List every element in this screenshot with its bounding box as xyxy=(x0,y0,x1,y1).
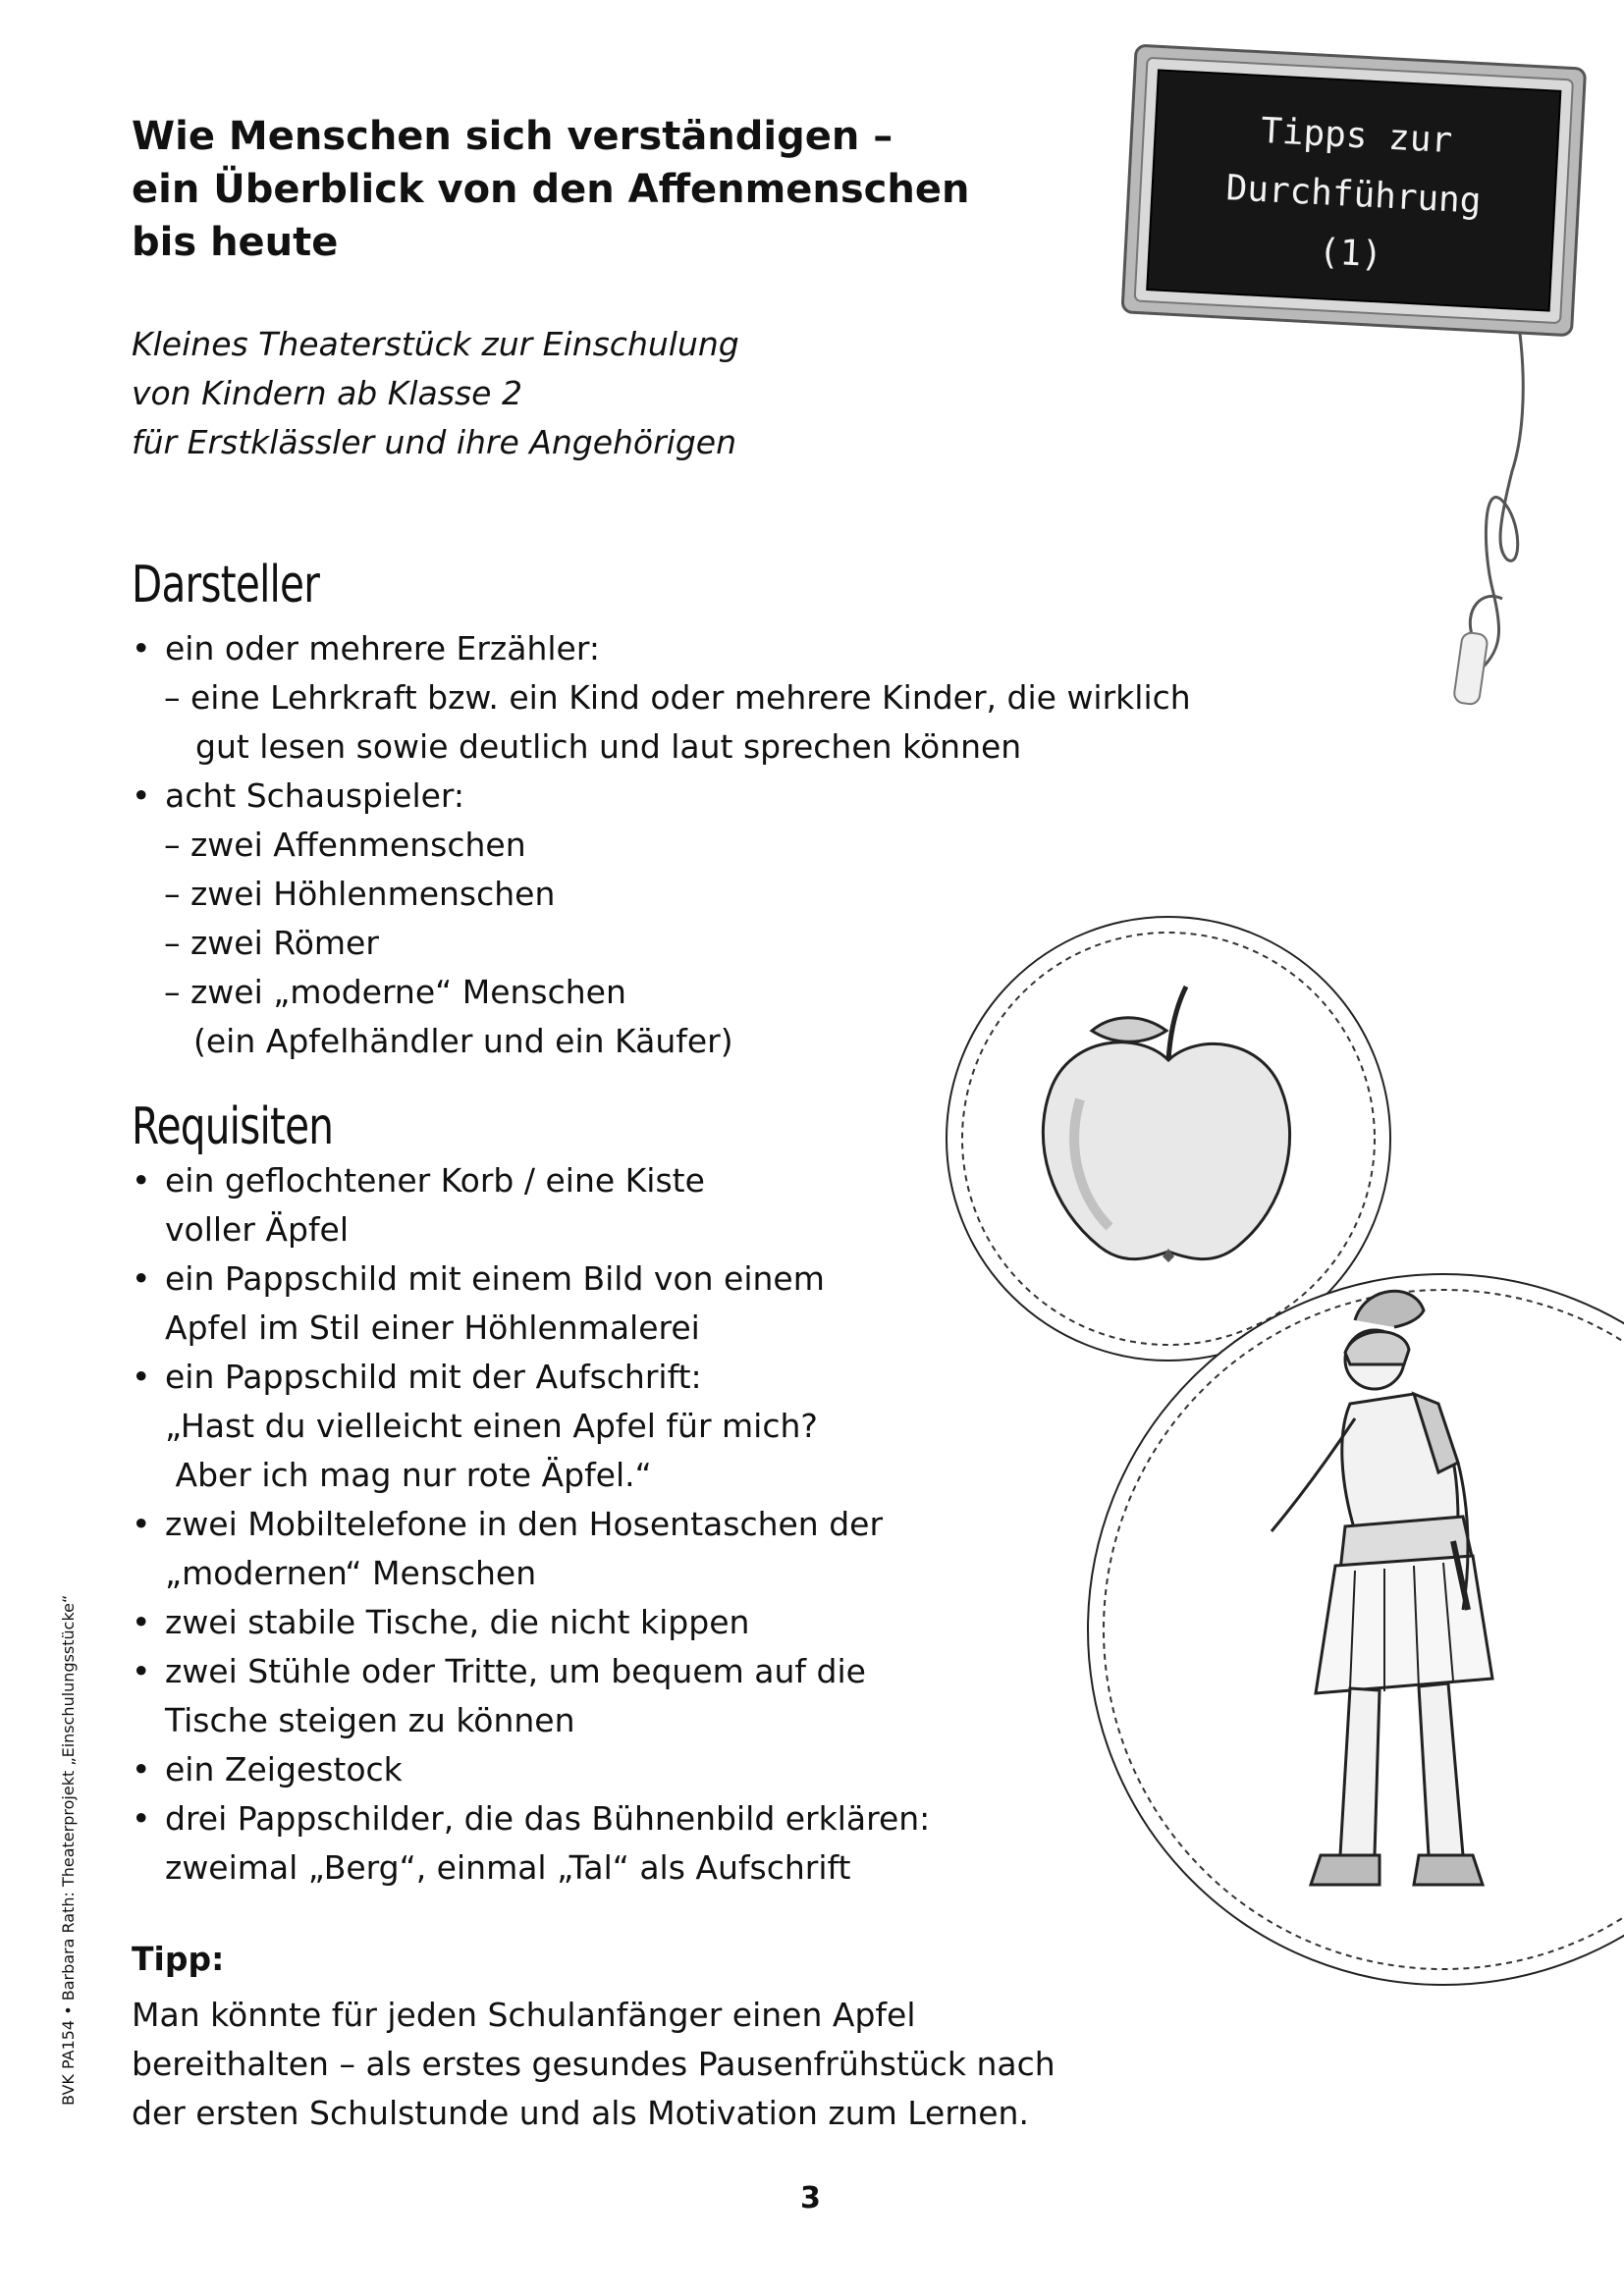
subtitle-line-3: für Erstklässler und ihre Angehörigen xyxy=(132,423,737,461)
list-item: Aber ich mag nur rote Äpfel.“ xyxy=(165,1456,652,1494)
chalk-icon xyxy=(1453,632,1489,706)
subtitle xyxy=(132,320,1015,467)
roman-illustration xyxy=(1080,1266,1624,1993)
list-item: • acht Schauspieler: xyxy=(132,776,465,815)
list-item: • ein Pappschild mit einem Bild von einem xyxy=(132,1259,825,1298)
list-item: – eine Lehrkraft bzw. ein Kind oder mehrere Kinder, die wirklich xyxy=(164,678,1191,717)
list-item: • zwei stabile Tische, die nicht kippen xyxy=(132,1603,750,1641)
title-line-2: ein Überblick von den Affenmenschen xyxy=(132,167,970,212)
list-item: • drei Pappschilder, die das Bühnenbild erklären: xyxy=(132,1799,931,1838)
list-item: – zwei Römer xyxy=(164,924,379,962)
tipp-line-2: bereithalten – als erstes gesundes Pausenfrühstück nach xyxy=(132,2045,1056,2083)
subtitle-line-1: Kleines Theaterstück zur Einschulung xyxy=(132,325,739,363)
title-line-1: Wie Menschen sich verständigen – xyxy=(132,114,893,159)
chalkboard-line-3: (1) xyxy=(1317,232,1383,276)
list-item: „modernen“ Menschen xyxy=(165,1554,537,1592)
chalkboard-line-1: Tipps zur xyxy=(1260,110,1454,162)
list-item: – zwei „moderne“ Menschen xyxy=(164,973,626,1011)
list-item: • zwei Mobiltelefone in den Hosentaschen der xyxy=(132,1505,884,1543)
list-item: • ein Pappschild mit der Aufschrift: xyxy=(132,1358,702,1396)
tipp-heading: Tipp: xyxy=(132,1940,225,1978)
list-item: (ein Apfelhändler und ein Käufer) xyxy=(193,1022,733,1060)
chalkboard-line-2: Durchführung xyxy=(1224,168,1483,222)
list-item: – zwei Höhlenmenschen xyxy=(164,875,556,913)
list-item: • zwei Stühle oder Tritte, um bequem auf die xyxy=(132,1652,866,1690)
tipp-line-1: Man könnte für jeden Schulanfänger einen Apfel xyxy=(132,1996,916,2034)
subtitle-line-2: von Kindern ab Klasse 2 xyxy=(132,374,522,412)
darsteller-heading: Darsteller xyxy=(132,556,320,614)
list-item: • ein Zeigestock xyxy=(132,1750,403,1789)
title-line-3: bis heute xyxy=(132,220,339,265)
list-item: Apfel im Stil einer Höhlenmalerei xyxy=(165,1308,700,1347)
list-item: • ein geflochtener Korb / eine Kiste xyxy=(132,1161,705,1200)
side-credit: BVK PA154 • Barbara Rath: Theaterprojekt „Einschulungsstücke“ xyxy=(59,1594,78,2106)
list-item: • ein oder mehrere Erzähler: xyxy=(132,629,600,667)
list-item: – zwei Affenmenschen xyxy=(164,826,526,864)
list-item: „Hast du vielleicht einen Apfel für mich? xyxy=(165,1407,818,1445)
page-title xyxy=(132,110,1015,269)
page-number: 3 xyxy=(800,2181,821,2216)
chalk-string xyxy=(1483,334,1523,667)
list-item: voller Äpfel xyxy=(165,1210,350,1249)
list-item: zweimal „Berg“, einmal „Tal“ als Aufschrift xyxy=(165,1848,851,1887)
list-item: gut lesen sowie deutlich und laut sprechen können xyxy=(195,727,1022,766)
tipp-line-3: der ersten Schulstunde und als Motivation zum Lernen. xyxy=(132,2094,1029,2132)
list-item: Tische steigen zu können xyxy=(165,1701,575,1739)
requisiten-heading: Requisiten xyxy=(132,1097,334,1156)
tipp-text xyxy=(132,1991,1163,2138)
chalkboard-illustration xyxy=(1110,39,1600,726)
